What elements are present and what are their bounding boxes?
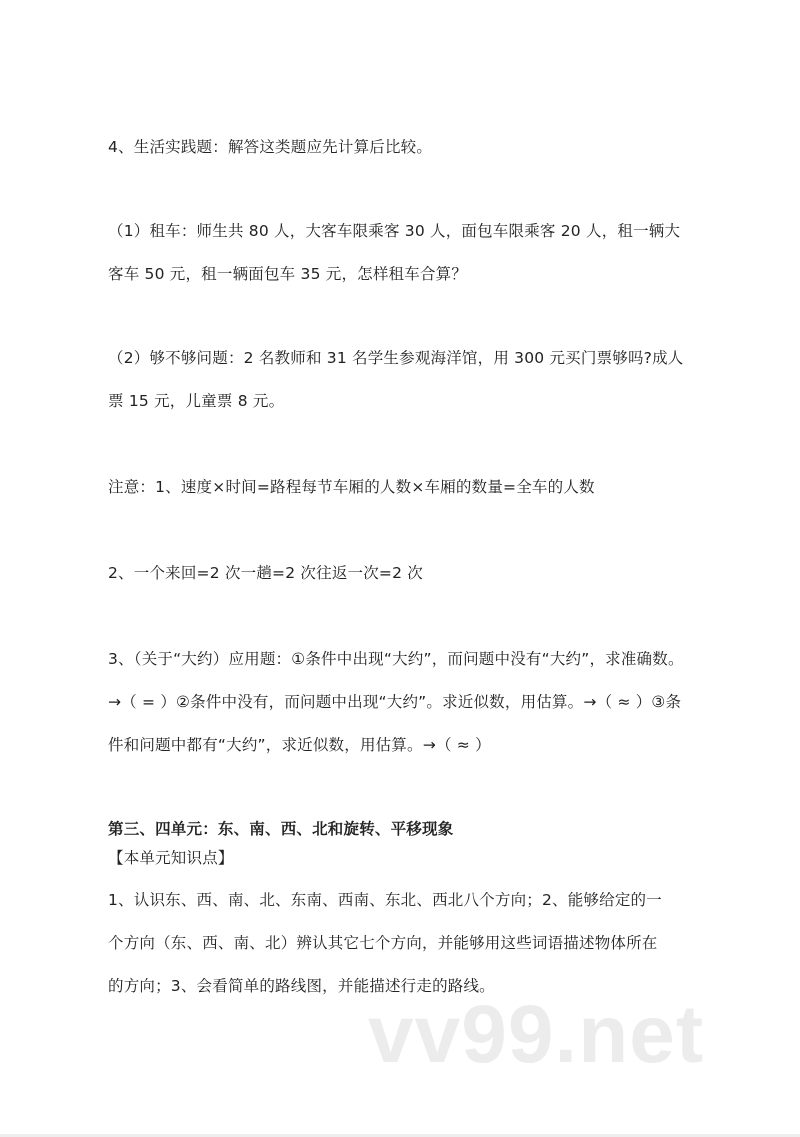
note-2: 2、一个来回=2 次一趟=2 次往返一次=2 次 [108, 564, 423, 582]
unit-body-line-1: 1、认识东、西、南、北、东南、西南、东北、西北八个方向；2、能够给定的一 [108, 891, 662, 909]
question-2-line-1: （2）够不够问题：2 名教师和 31 名学生参观海洋馆，用 300 元买门票够吗?成人 [108, 349, 684, 367]
unit-subtitle: 【本单元知识点】 [108, 849, 234, 867]
unit-body-line-3: 的方向；3、会看简单的路线图，并能描述行走的路线。 [108, 977, 495, 995]
question-1-line-1: （1）租车：师生共 80 人，大客车限乘客 30 人，面包车限乘客 20 人，租一辆大 [108, 222, 681, 240]
note-3-line-2: →（ = ）②条件中没有，而问题中出现“大约”。求近似数，用估算。→（ ≈ ）③条 [108, 693, 682, 711]
unit-body-line-2: 个方向（东、西、南、北）辨认其它七个方向，并能够用这些词语描述物体所在 [108, 934, 658, 952]
note-1: 注意：1、速度×时间=路程每节车厢的人数×车厢的数量=全车的人数 [108, 478, 595, 496]
watermark: vv99.net [368, 989, 705, 1080]
unit-title: 第三、四单元：东、南、西、北和旋转、平移现象 [108, 820, 454, 838]
note-3-line-3: 件和问题中都有“大约”，求近似数，用估算。→（ ≈ ） [108, 736, 491, 754]
question-2-line-2: 票 15 元，儿童票 8 元。 [108, 392, 285, 410]
question-1-line-2: 客车 50 元，租一辆面包车 35 元，怎样租车合算？ [108, 265, 468, 283]
section-heading: 4、生活实践题：解答这类题应先计算后比较。 [108, 138, 433, 156]
note-3-line-1: 3、（关于“大约）应用题：①条件中出现“大约”，而问题中没有“大约”，求准确数。 [108, 650, 684, 668]
